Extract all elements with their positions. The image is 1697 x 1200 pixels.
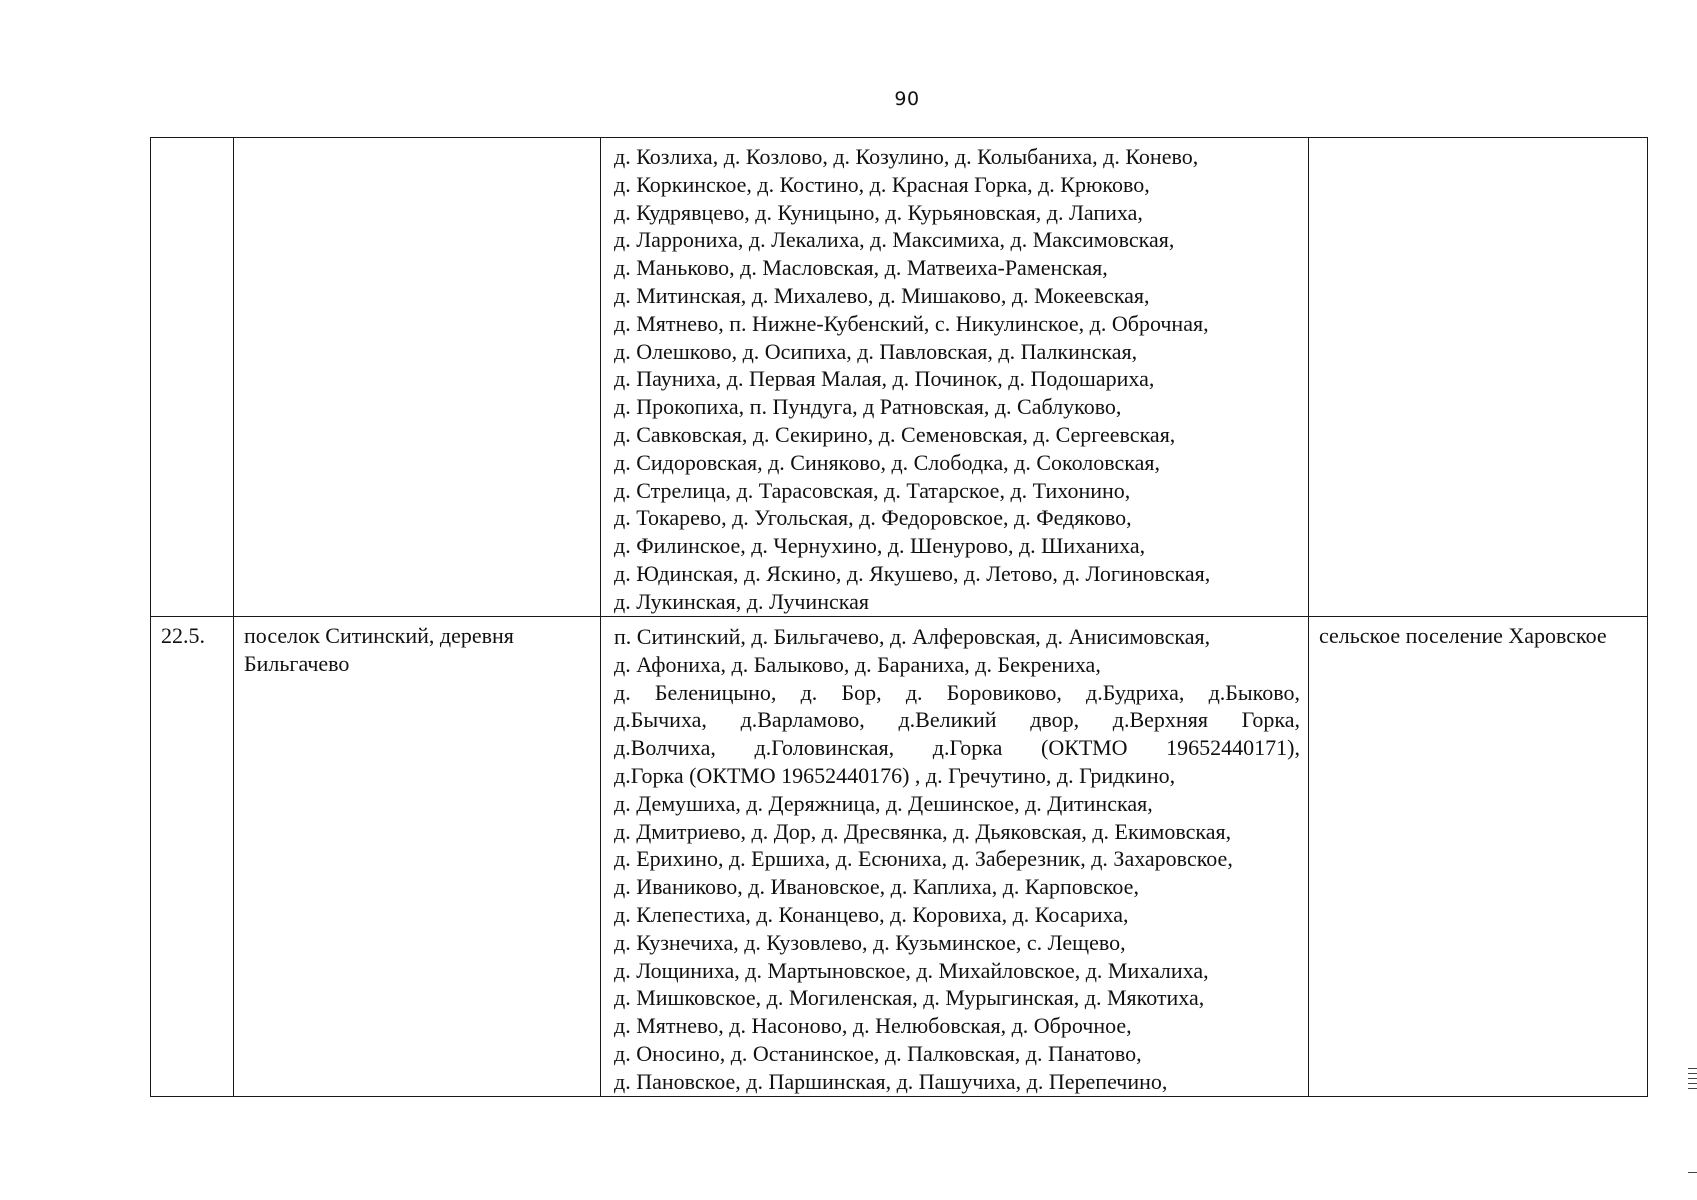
settlements-line: д. Кудрявцево, д. Куницыно, д. Курьяновская, д. Лапиха,	[614, 199, 1143, 225]
settlements-line: д. Токарево, д. Угольская, д. Федоровское, д. Федяково,	[614, 505, 1132, 531]
settlements-table	[150, 137, 1648, 1097]
settlements-line: д. Мишковское, д. Могиленская, д. Мурыгинская, д. Мякотиха,	[614, 985, 1205, 1011]
municipality: сельское поселение Харовское	[1319, 623, 1607, 648]
settlements-line: д. Клепестиха, д. Конанцево, д. Коровиха, д. Косариха,	[614, 901, 1129, 927]
settlements-line: п. Ситинский, д. Бильгачево, д. Алферовская, д. Анисимовская,	[614, 624, 1211, 649]
settlements-line: д. Маньково, д. Масловская, д. Матвеиха-Раменская,	[614, 255, 1108, 281]
settlements-line: д. Ларрониха, д. Лекалиха, д. Максимиха, д. Максимовская,	[614, 227, 1175, 253]
settlements-line: д. Афониха, д. Балыково, д. Бараниха, д. Бекрениха,	[614, 651, 1101, 677]
settlements-line: д.Волчиха, д.Головинская, д.Горка (ОКТМО 19652440171),	[614, 735, 1300, 761]
settlements-list	[601, 138, 1308, 616]
settlements-line: д. Савковская, д. Секирино, д. Семеновская, д. Сергеевская,	[614, 421, 1176, 447]
settlements-line: д. Олешково, д. Осипиха, д. Павловская, д. Палкинская,	[614, 338, 1138, 364]
row-number-cell	[151, 138, 234, 617]
settlements-line: д. Демушиха, д. Деряжница, д. Дешинское, д. Дитинская,	[614, 790, 1153, 816]
settlements-line: д. Мятнево, д. Насоново, д. Нелюбовская, д. Оброчное,	[614, 1013, 1132, 1039]
scan-edge-mark	[1688, 1088, 1697, 1089]
settlements-line: д.Бычиха, д.Варламово, д.Великий двор, д.Верхняя Горка,	[614, 707, 1300, 733]
settlements-line: д. Лощиниха, д. Мартыновское, д. Михайловское, д. Михалиха,	[614, 957, 1209, 983]
municipality-cell	[1309, 617, 1648, 1097]
settlements-line: д. Сидоровская, д. Синяково, д. Слободка, д. Соколовская,	[614, 449, 1161, 475]
table-row	[151, 138, 1648, 617]
settlements-list-cell	[601, 138, 1309, 617]
municipality-cell	[1309, 138, 1648, 617]
settlements-line: д. Юдинская, д. Яскино, д. Якушево, д. Летово, д. Логиновская,	[614, 560, 1211, 586]
settlements-line: д. Дмитриево, д. Дор, д. Дресвянка, д. Дьяковская, д. Екимовская,	[614, 818, 1232, 844]
settlements-line: д.Горка (ОКТМО 19652440176) , д. Гречутино, д. Гридкино,	[614, 762, 1176, 788]
row-number	[151, 138, 233, 143]
settlements-line: д. Оносино, д. Останинское, д. Палковская, д. Панатово,	[614, 1040, 1142, 1066]
row-name	[234, 138, 600, 143]
settlements-line: д. Козлиха, д. Козлово, д. Козулино, д. Колыбаниха, д. Конево,	[614, 144, 1199, 169]
settlements-line: д. Ерихино, д. Ершиха, д. Есюниха, д. Заберезник, д. Захаровское,	[614, 846, 1233, 872]
scan-edge-mark	[1688, 1083, 1697, 1084]
settlements-list-cell	[601, 617, 1309, 1097]
settlements-line: д. Филинское, д. Чернухино, д. Шенурово, д. Шиханиха,	[614, 533, 1146, 559]
scan-edge-mark	[1688, 1172, 1697, 1173]
page-number: 90	[894, 88, 920, 110]
settlements-line: д. Мятнево, п. Нижне-Кубенский, с. Никулинское, д. Оброчная,	[614, 310, 1209, 336]
settlements-line: д. Пауниха, д. Первая Малая, д. Починок, д. Подошариха,	[614, 366, 1155, 392]
settlements-list	[601, 617, 1308, 1096]
settlements-line: д. Стрелица, д. Тарасовская, д. Татарское, д. Тихонино,	[614, 477, 1131, 503]
row-name-cell	[234, 617, 601, 1097]
settlements-line: д. Иваниково, д. Ивановское, д. Каплиха, д. Карповское,	[614, 874, 1139, 900]
row-number: 22.5.	[161, 623, 205, 648]
settlements-line: д. Прокопиха, п. Пундуга, д Ратновская, д. Саблуково,	[614, 394, 1122, 420]
row-number-cell	[151, 617, 234, 1097]
table-row	[151, 617, 1648, 1097]
settlements-line: д. Лукинская, д. Лучинская	[614, 588, 869, 614]
row-name-line: Бильгачево	[244, 650, 350, 676]
row-name	[234, 617, 600, 678]
municipality	[1309, 138, 1647, 143]
scan-edge-mark	[1688, 1073, 1697, 1074]
scan-edge-mark	[1688, 1068, 1697, 1069]
settlements-line: д. Коркинское, д. Костино, д. Красная Горка, д. Крюково,	[614, 171, 1150, 197]
row-name-line: поселок Ситинский, деревня	[244, 623, 514, 648]
scan-edge-mark	[1688, 1078, 1697, 1079]
row-name-cell	[234, 138, 601, 617]
settlements-line: д. Беленицыно, д. Бор, д. Боровиково, д.Будриха, д.Быково,	[614, 679, 1300, 705]
settlements-line: д. Кузнечиха, д. Кузовлево, д. Кузьминское, с. Лещево,	[614, 929, 1126, 955]
settlements-line: д. Митинская, д. Михалево, д. Мишаково, д. Мокеевская,	[614, 282, 1150, 308]
settlements-line: д. Пановское, д. Паршинская, д. Пашучиха, д. Перепечино,	[614, 1068, 1168, 1094]
